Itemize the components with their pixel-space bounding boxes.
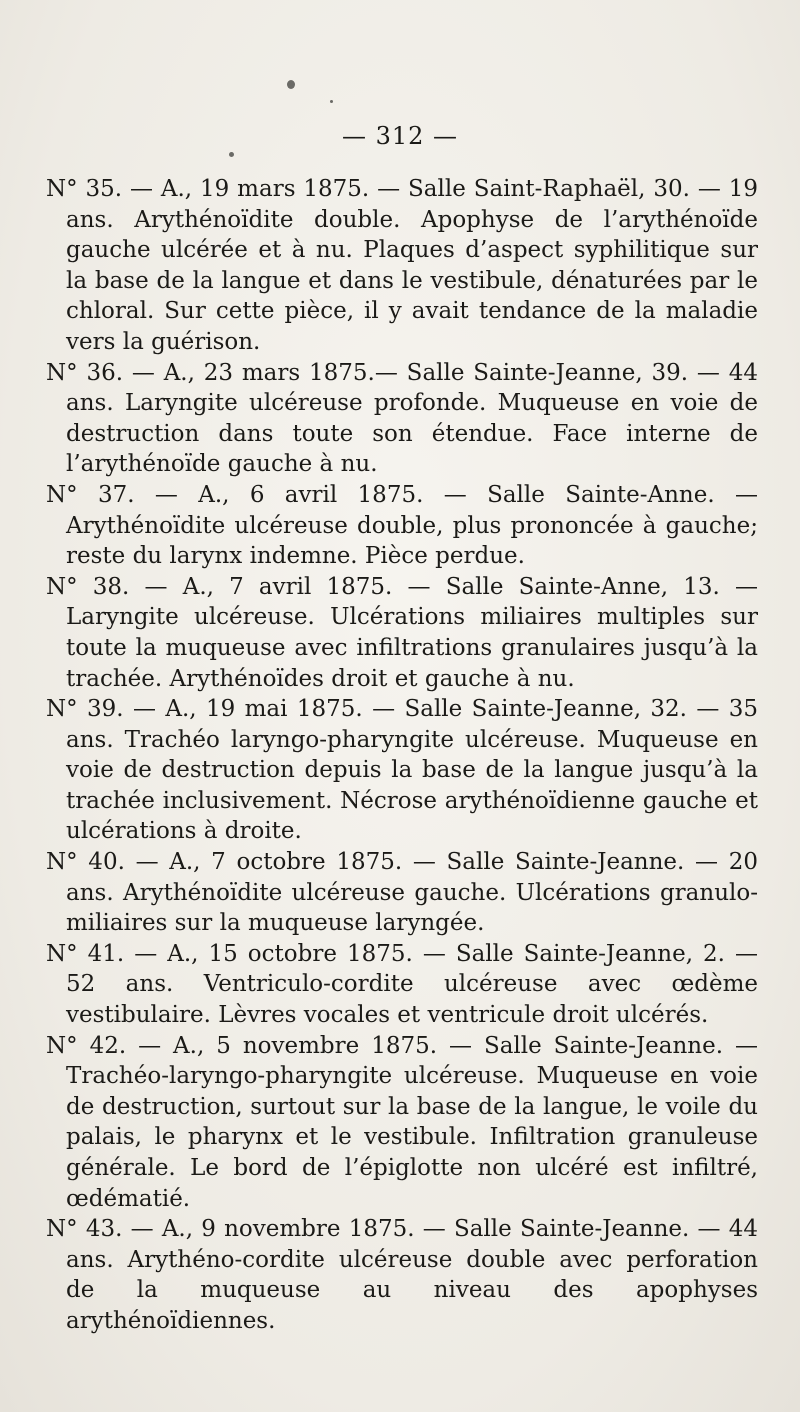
case-entry-35	[46, 174, 758, 358]
entry-text: N° 37. — A., 6 avril 1875. — Salle Sainte-Anne. — Arythénoïdite ulcéreuse double, plus prononcée à gauche; reste du larynx indemne. Pièce perdue.	[46, 481, 758, 570]
entry-text: N° 39. — A., 19 mai 1875. — Salle Sainte-Jeanne, 32. — 35 ans. Trachéo laryngo-pharyngite ulcéreuse. Muqueuse en voie de destruction depuis la base de la langue jusqu’à la trachée inclusivement. Nécrose arythénoïdienne gauche et ulcérations à droite.	[46, 696, 758, 845]
page-number: — 312 —	[341, 122, 459, 150]
case-entry-37	[46, 480, 758, 572]
ink-speck	[287, 80, 295, 89]
entry-text: N° 41. — A., 15 octobre 1875. — Salle Sainte-Jeanne, 2. — 52 ans. Ventriculo-cordite ulcéreuse avec œdème vestibulaire. Lèvres vocales et ventricule droit ulcérés.	[46, 940, 758, 1029]
case-entry-39	[46, 694, 758, 847]
entry-text: N° 38. — A., 7 avril 1875. — Salle Sainte-Anne, 13. — Laryngite ulcéreuse. Ulcérations miliaires multiples sur toute la muqueuse avec infiltrations granulaires jusqu’à la trachée. Arythénoïdes droit et gauche à nu.	[46, 573, 758, 692]
entry-text: N° 36. — A., 23 mars 1875.— Salle Sainte-Jeanne, 39. — 44 ans. Laryngite ulcéreuse profonde. Muqueuse en voie de destruction dans toute son étendue. Face interne de l’arythénoïde gauche à nu.	[46, 359, 758, 478]
case-entry-36	[46, 358, 758, 480]
ink-speck	[330, 100, 333, 103]
case-entry-41	[46, 939, 758, 1031]
case-entry-40	[46, 847, 758, 939]
entry-text: N° 42. — A., 5 novembre 1875. — Salle Sainte-Jeanne. — Trachéo-laryngo-pharyngite ulcéreuse. Muqueuse en voie de destruction, surtout sur la base de la langue, le voile du palais, le pharynx et le vestibule. Infiltration granuleuse générale. Le bord de l’épiglotte non ulcéré est infiltré, œdématié.	[46, 1032, 758, 1212]
case-entry-42	[46, 1031, 758, 1215]
case-entry-43	[46, 1214, 758, 1336]
case-entry-38	[46, 572, 758, 694]
entry-text: N° 35. — A., 19 mars 1875. — Salle Saint-Raphaël, 30. — 19 ans. Arythénoïdite double. Apophyse de l’arythénoïde gauche ulcérée et à nu. Plaques d’aspect syphilitique sur la base de la langue et dans le vestibule, dénaturées par le chloral. Sur cette pièce, il y avait tendance de la maladie vers la guérison.	[46, 176, 758, 355]
entry-text: N° 40. — A., 7 octobre 1875. — Salle Sainte-Jeanne. — 20 ans. Arythénoïdite ulcéreuse gauche. Ulcérations granulo-miliaires sur la muqueuse laryngée.	[46, 849, 758, 937]
entry-text: N° 43. — A., 9 novembre 1875. — Salle Sainte-Jeanne. — 44 ans. Arythéno-cordite ulcéreuse double avec perforation de la muqueuse au niveau des apophyses arythénoïdiennes.	[46, 1216, 758, 1334]
ink-speck	[229, 152, 234, 157]
case-list	[46, 174, 758, 1337]
